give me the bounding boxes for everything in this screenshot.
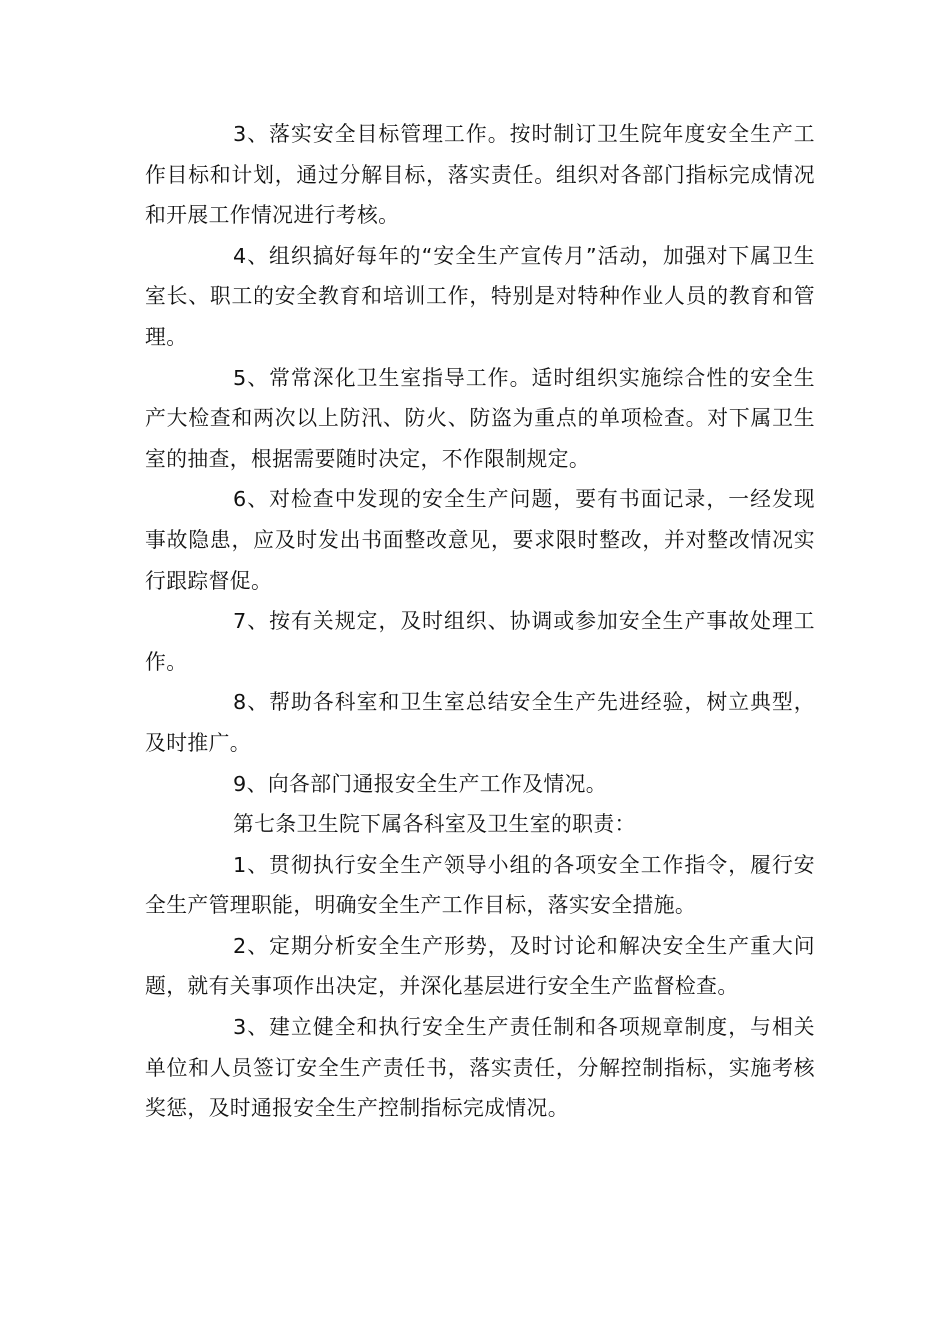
paragraph-item-7-accident-handling: 7、按有关规定，及时组织、协调或参加安全生产事故处理工作。 (145, 609, 815, 674)
paragraph-duty-1: 1、贯彻执行安全生产领导小组的各项安全工作指令，履行安全生产管理职能，明确安全生产工作目标，落实安全措施。 (145, 852, 815, 918)
paragraph-item-4-publicity-month: 4、组织搞好每年的“安全生产宣传月”活动，加强对下属卫生室长、职工的安全教育和培训工作，特别是对特种作业人员的教育和管理。 (145, 243, 815, 349)
paragraph-duty-3: 3、建立健全和执行安全生产责任制和各项规章制度，与相关单位和人员签订安全生产责任书，落实责任，分解控制指标，实施考核奖惩，及时通报安全生产控制指标完成情况。 (145, 1015, 815, 1121)
paragraph-duty-2: 2、定期分析安全生产形势，及时讨论和解决安全生产重大问题，就有关事项作出决定，并深化基层进行安全生产监督检查。 (145, 933, 815, 999)
paragraph-item-9-notification: 9、向各部门通报安全生产工作及情况。 (233, 771, 607, 796)
paragraph-item-5-guidance: 5、常常深化卫生室指导工作。适时组织实施综合性的安全生产大检查和两次以上防汛、防火、防盗为重点的单项检查。对下属卫生室的抽查，根据需要随时决定，不作限制规定。 (145, 365, 815, 471)
document-page (145, 114, 815, 1129)
section-heading-article-7: 第七条卫生院下属各科室及卫生室的职责： (233, 812, 636, 837)
paragraph-item-6-inspection-issues: 6、对检查中发现的安全生产问题，要有书面记录，一经发现事故隐患，应及时发出书面整改意见，要求限时整改，并对整改情况实行跟踪督促。 (145, 487, 815, 593)
paragraph-item-3-target-management: 3、落实安全目标管理工作。按时制订卫生院年度安全生产工作目标和计划，通过分解目标，落实责任。组织对各部门指标完成情况和开展工作情况进行考核。 (145, 122, 815, 228)
paragraph-item-8-experience: 8、帮助各科室和卫生室总结安全生产先进经验，树立典型，及时推广。 (145, 690, 815, 755)
